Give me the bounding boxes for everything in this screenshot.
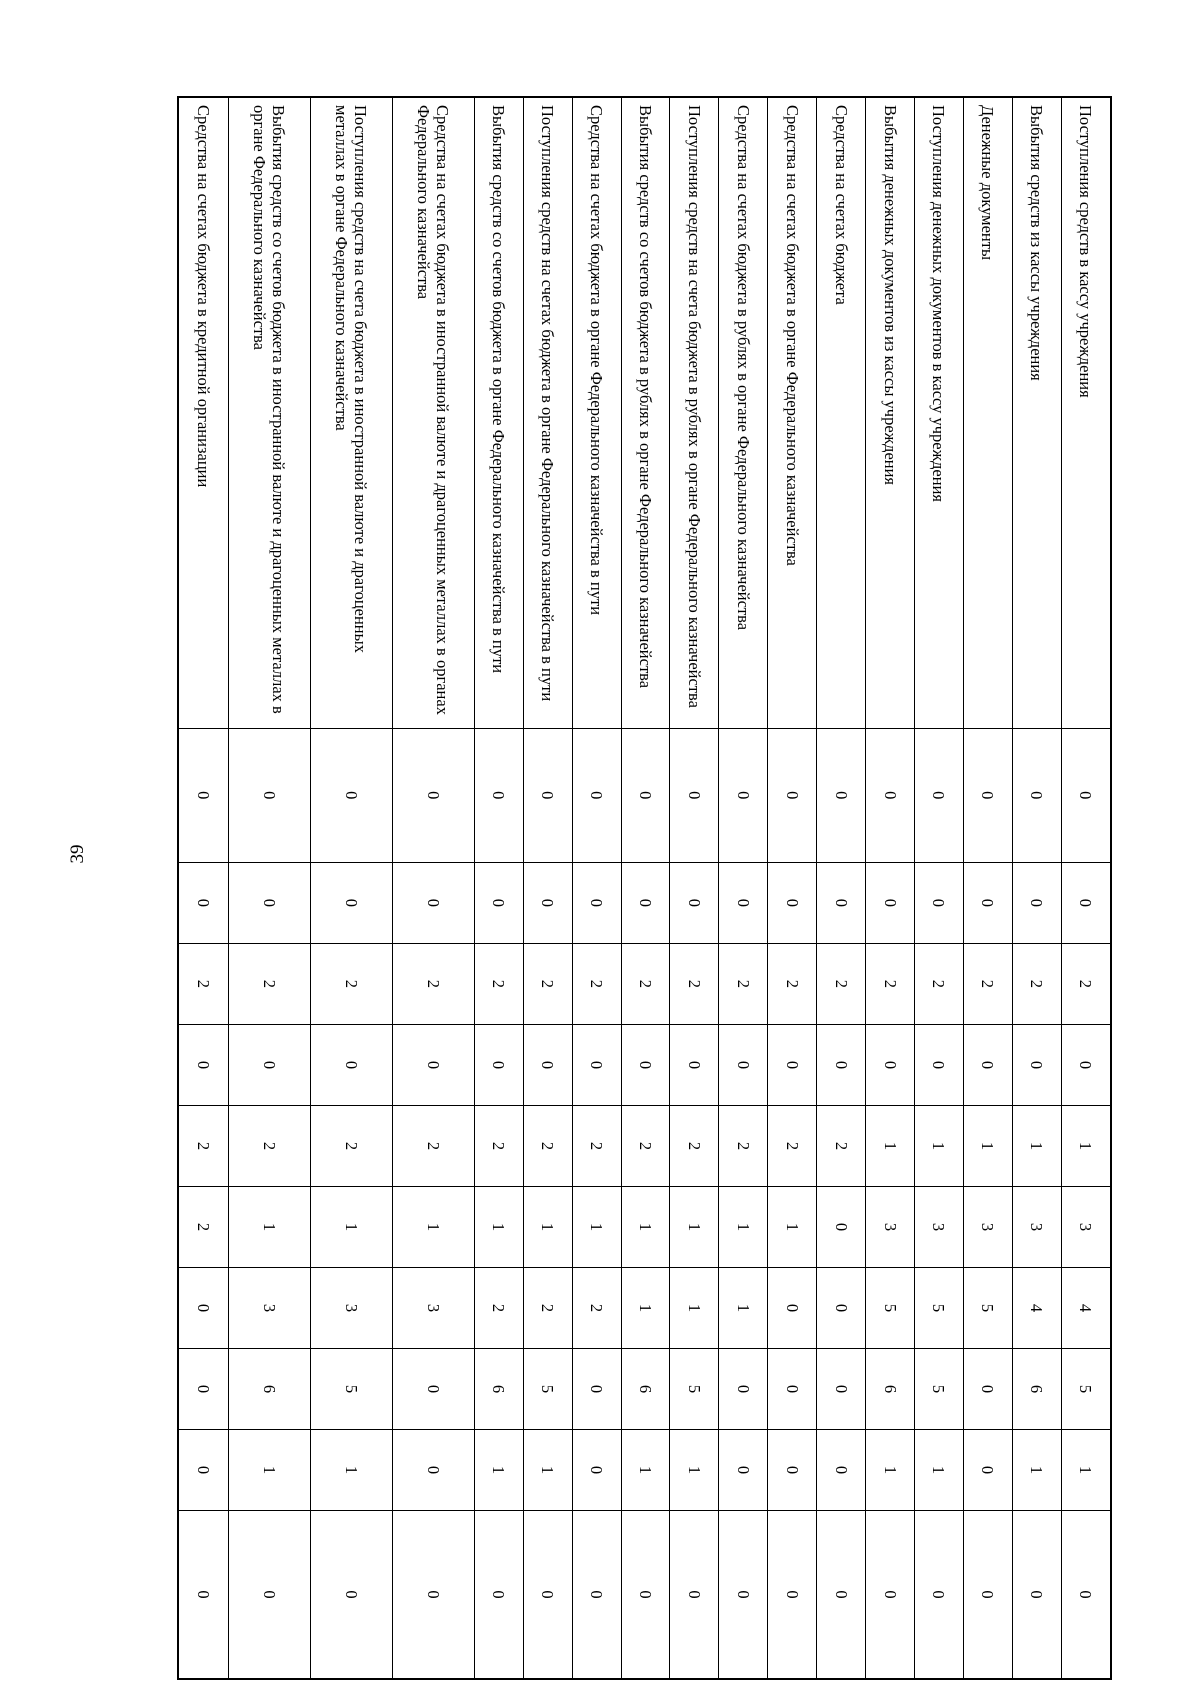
code-cell: 4	[1012, 1267, 1061, 1348]
table-row	[768, 97, 817, 1679]
code-cell: 0	[523, 728, 572, 862]
code-cell: 0	[768, 728, 817, 862]
code-cell: 0	[392, 728, 474, 862]
code-cell: 1	[228, 1430, 310, 1511]
row-label: Поступления средств на счетах бюджета в органе Федерального казначейства в пути	[523, 97, 572, 728]
code-cell: 0	[1012, 728, 1061, 862]
code-cell: 3	[1012, 1186, 1061, 1267]
code-cell: 0	[719, 1024, 768, 1105]
code-cell: 0	[670, 1511, 719, 1679]
table-row	[178, 97, 228, 1679]
code-cell: 5	[1061, 1349, 1111, 1430]
table-row	[866, 97, 915, 1679]
code-cell: 1	[310, 1186, 392, 1267]
row-label: Средства на счетах бюджета в органе Федерального казначейства в пути	[572, 97, 621, 728]
code-cell: 1	[621, 1186, 670, 1267]
table-row	[572, 97, 621, 1679]
code-cell: 0	[768, 1024, 817, 1105]
code-cell: 0	[817, 862, 866, 943]
code-cell: 1	[719, 1267, 768, 1348]
code-cell: 1	[392, 1186, 474, 1267]
table-row	[963, 97, 1012, 1679]
table-row	[719, 97, 768, 1679]
code-cell: 1	[670, 1186, 719, 1267]
code-cell: 6	[228, 1349, 310, 1430]
code-cell: 0	[178, 1024, 228, 1105]
code-cell: 5	[523, 1349, 572, 1430]
code-cell: 0	[228, 1511, 310, 1679]
code-cell: 3	[310, 1267, 392, 1348]
code-cell: 0	[915, 1024, 964, 1105]
code-cell: 0	[228, 862, 310, 943]
code-cell: 2	[392, 1105, 474, 1186]
code-cell: 0	[572, 1349, 621, 1430]
code-cell: 0	[1061, 1024, 1111, 1105]
table-row	[817, 97, 866, 1679]
code-cell: 5	[915, 1349, 964, 1430]
code-cell: 0	[719, 862, 768, 943]
code-cell: 0	[1012, 1024, 1061, 1105]
row-label: Выбытия денежных документов из кассы учреждения	[866, 97, 915, 728]
code-cell: 1	[474, 1186, 523, 1267]
code-cell: 2	[915, 943, 964, 1024]
code-cell: 0	[474, 1024, 523, 1105]
code-cell: 0	[310, 1024, 392, 1105]
code-cell: 0	[572, 1511, 621, 1679]
code-cell: 1	[866, 1105, 915, 1186]
code-cell: 1	[915, 1430, 964, 1511]
code-cell: 1	[621, 1267, 670, 1348]
row-label: Средства на счетах бюджета в органе Федерального казначейства	[768, 97, 817, 728]
code-cell: 1	[719, 1186, 768, 1267]
table-row	[915, 97, 964, 1679]
code-cell: 0	[817, 1511, 866, 1679]
code-cell: 0	[817, 728, 866, 862]
code-cell: 0	[572, 862, 621, 943]
code-cell: 2	[1061, 943, 1111, 1024]
code-cell: 2	[178, 943, 228, 1024]
code-cell: 2	[228, 943, 310, 1024]
code-cell: 2	[474, 1267, 523, 1348]
row-label: Денежные документы	[963, 97, 1012, 728]
code-cell: 0	[621, 1024, 670, 1105]
code-cell: 5	[866, 1267, 915, 1348]
code-cell: 0	[178, 1430, 228, 1511]
code-cell: 0	[768, 1267, 817, 1348]
code-cell: 0	[392, 862, 474, 943]
code-cell: 0	[817, 1430, 866, 1511]
code-cell: 0	[719, 1511, 768, 1679]
code-cell: 0	[523, 1511, 572, 1679]
code-cell: 0	[178, 1349, 228, 1430]
code-cell: 1	[866, 1430, 915, 1511]
code-cell: 2	[178, 1105, 228, 1186]
code-cell: 2	[621, 943, 670, 1024]
code-cell: 1	[523, 1430, 572, 1511]
code-cell: 0	[866, 728, 915, 862]
code-cell: 0	[963, 728, 1012, 862]
code-cell: 2	[670, 1105, 719, 1186]
code-cell: 2	[866, 943, 915, 1024]
row-label: Выбытия средств со счетов бюджета в органе Федерального казначейства в пути	[474, 97, 523, 728]
code-cell: 2	[474, 1105, 523, 1186]
code-cell: 0	[963, 1024, 1012, 1105]
code-cell: 0	[1061, 728, 1111, 862]
code-cell: 3	[963, 1186, 1012, 1267]
row-label: Поступления средств в кассу учреждения	[1061, 97, 1111, 728]
code-cell: 0	[1012, 1511, 1061, 1679]
code-cell: 0	[178, 728, 228, 862]
code-cell: 5	[963, 1267, 1012, 1348]
code-cell: 0	[392, 1349, 474, 1430]
table-row	[310, 97, 392, 1679]
code-cell: 0	[963, 862, 1012, 943]
code-cell: 0	[963, 1511, 1012, 1679]
table-body	[178, 97, 1111, 1679]
code-cell: 0	[915, 1511, 964, 1679]
row-label: Поступления средств на счета бюджета в иностранной валюте и драгоценных металлах в органе Федерального казначейства	[310, 97, 392, 728]
code-cell: 5	[670, 1349, 719, 1430]
code-cell: 0	[670, 728, 719, 862]
code-cell: 1	[670, 1267, 719, 1348]
code-cell: 0	[572, 728, 621, 862]
code-cell: 0	[523, 862, 572, 943]
code-cell: 1	[1012, 1430, 1061, 1511]
table-row	[523, 97, 572, 1679]
code-cell: 0	[178, 1511, 228, 1679]
code-cell: 0	[523, 1024, 572, 1105]
code-cell: 3	[1061, 1186, 1111, 1267]
code-cell: 0	[719, 728, 768, 862]
code-cell: 0	[915, 728, 964, 862]
code-cell: 1	[915, 1105, 964, 1186]
code-cell: 0	[621, 862, 670, 943]
code-cell: 2	[178, 1186, 228, 1267]
code-cell: 0	[392, 1024, 474, 1105]
code-cell: 5	[915, 1267, 964, 1348]
table-row	[1061, 97, 1111, 1679]
table-row	[1012, 97, 1061, 1679]
code-cell: 0	[228, 728, 310, 862]
code-cell: 2	[572, 943, 621, 1024]
code-cell: 0	[719, 1349, 768, 1430]
code-cell: 0	[572, 1430, 621, 1511]
code-cell: 1	[1012, 1105, 1061, 1186]
code-cell: 0	[1061, 862, 1111, 943]
code-cell: 0	[392, 1511, 474, 1679]
code-cell: 0	[719, 1430, 768, 1511]
code-cell: 3	[392, 1267, 474, 1348]
table-row	[621, 97, 670, 1679]
code-cell: 0	[310, 1511, 392, 1679]
code-cell: 0	[621, 728, 670, 862]
code-cell: 0	[1012, 862, 1061, 943]
code-cell: 2	[670, 943, 719, 1024]
code-cell: 3	[915, 1186, 964, 1267]
code-cell: 2	[963, 943, 1012, 1024]
code-cell: 0	[817, 1267, 866, 1348]
code-cell: 2	[523, 943, 572, 1024]
code-cell: 1	[621, 1430, 670, 1511]
code-cell: 2	[817, 1105, 866, 1186]
code-cell: 0	[768, 862, 817, 943]
code-cell: 4	[1061, 1267, 1111, 1348]
code-cell: 1	[670, 1430, 719, 1511]
code-cell: 0	[178, 1267, 228, 1348]
row-label: Выбытия средств со счетов бюджета в рублях в органе Федерального казначейства	[621, 97, 670, 728]
row-label: Поступления денежных документов в кассу учреждения	[915, 97, 964, 728]
code-cell: 2	[474, 943, 523, 1024]
code-cell: 0	[228, 1024, 310, 1105]
code-cell: 0	[474, 728, 523, 862]
code-cell: 2	[768, 943, 817, 1024]
code-cell: 2	[719, 943, 768, 1024]
row-label: Поступления средств на счета бюджета в рублях в органе Федерального казначейства	[670, 97, 719, 728]
row-label: Средства на счетах бюджета в рублях в органе Федерального казначейства	[719, 97, 768, 728]
code-cell: 0	[866, 1511, 915, 1679]
code-cell: 1	[1061, 1105, 1111, 1186]
code-cell: 0	[392, 1430, 474, 1511]
page-number: 39	[67, 844, 88, 864]
code-cell: 0	[572, 1024, 621, 1105]
code-cell: 0	[768, 1349, 817, 1430]
code-cell: 0	[1061, 1511, 1111, 1679]
code-cell: 1	[474, 1430, 523, 1511]
code-cell: 0	[817, 1349, 866, 1430]
rotated-table-sheet	[177, 96, 1112, 1680]
table-row	[670, 97, 719, 1679]
code-cell: 1	[572, 1186, 621, 1267]
code-cell: 6	[1012, 1349, 1061, 1430]
row-label: Выбытия средств из кассы учреждения	[1012, 97, 1061, 728]
code-cell: 2	[572, 1105, 621, 1186]
code-cell: 2	[768, 1105, 817, 1186]
row-label: Средства на счетах бюджета в иностранной валюте и драгоценных металлах в органах Федерального казначейства	[392, 97, 474, 728]
code-cell: 0	[817, 1186, 866, 1267]
code-cell: 0	[768, 1511, 817, 1679]
code-cell: 0	[474, 862, 523, 943]
table-row	[392, 97, 474, 1679]
code-cell: 2	[719, 1105, 768, 1186]
code-cell: 2	[1012, 943, 1061, 1024]
code-cell: 2	[523, 1267, 572, 1348]
table-row	[228, 97, 310, 1679]
code-cell: 0	[963, 1349, 1012, 1430]
code-cell: 2	[310, 943, 392, 1024]
code-cell: 6	[866, 1349, 915, 1430]
code-cell: 2	[523, 1105, 572, 1186]
code-cell: 2	[228, 1105, 310, 1186]
table-row	[474, 97, 523, 1679]
code-cell: 1	[228, 1186, 310, 1267]
code-cell: 0	[768, 1430, 817, 1511]
code-cell: 0	[915, 862, 964, 943]
account-codes-table	[177, 96, 1112, 1680]
code-cell: 1	[310, 1430, 392, 1511]
code-cell: 1	[523, 1186, 572, 1267]
code-cell: 0	[963, 1430, 1012, 1511]
code-cell: 2	[817, 943, 866, 1024]
code-cell: 3	[228, 1267, 310, 1348]
code-cell: 0	[670, 1024, 719, 1105]
code-cell: 1	[1061, 1430, 1111, 1511]
code-cell: 6	[621, 1349, 670, 1430]
code-cell: 0	[817, 1024, 866, 1105]
code-cell: 6	[474, 1349, 523, 1430]
code-cell: 2	[392, 943, 474, 1024]
code-cell: 0	[178, 862, 228, 943]
code-cell: 0	[670, 862, 719, 943]
code-cell: 2	[572, 1267, 621, 1348]
row-label: Средства на счетах бюджета	[817, 97, 866, 728]
row-label: Выбытия средств со счетов бюджета в иностранной валюте и драгоценных металлах в органе Федерального казначейства	[228, 97, 310, 728]
code-cell: 0	[866, 1024, 915, 1105]
code-cell: 0	[866, 862, 915, 943]
code-cell: 1	[963, 1105, 1012, 1186]
code-cell: 0	[310, 728, 392, 862]
code-cell: 3	[866, 1186, 915, 1267]
code-cell: 0	[621, 1511, 670, 1679]
row-label: Средства на счетах бюджета в кредитной организации	[178, 97, 228, 728]
code-cell: 0	[310, 862, 392, 943]
code-cell: 5	[310, 1349, 392, 1430]
code-cell: 2	[621, 1105, 670, 1186]
code-cell: 2	[310, 1105, 392, 1186]
code-cell: 0	[474, 1511, 523, 1679]
code-cell: 1	[768, 1186, 817, 1267]
